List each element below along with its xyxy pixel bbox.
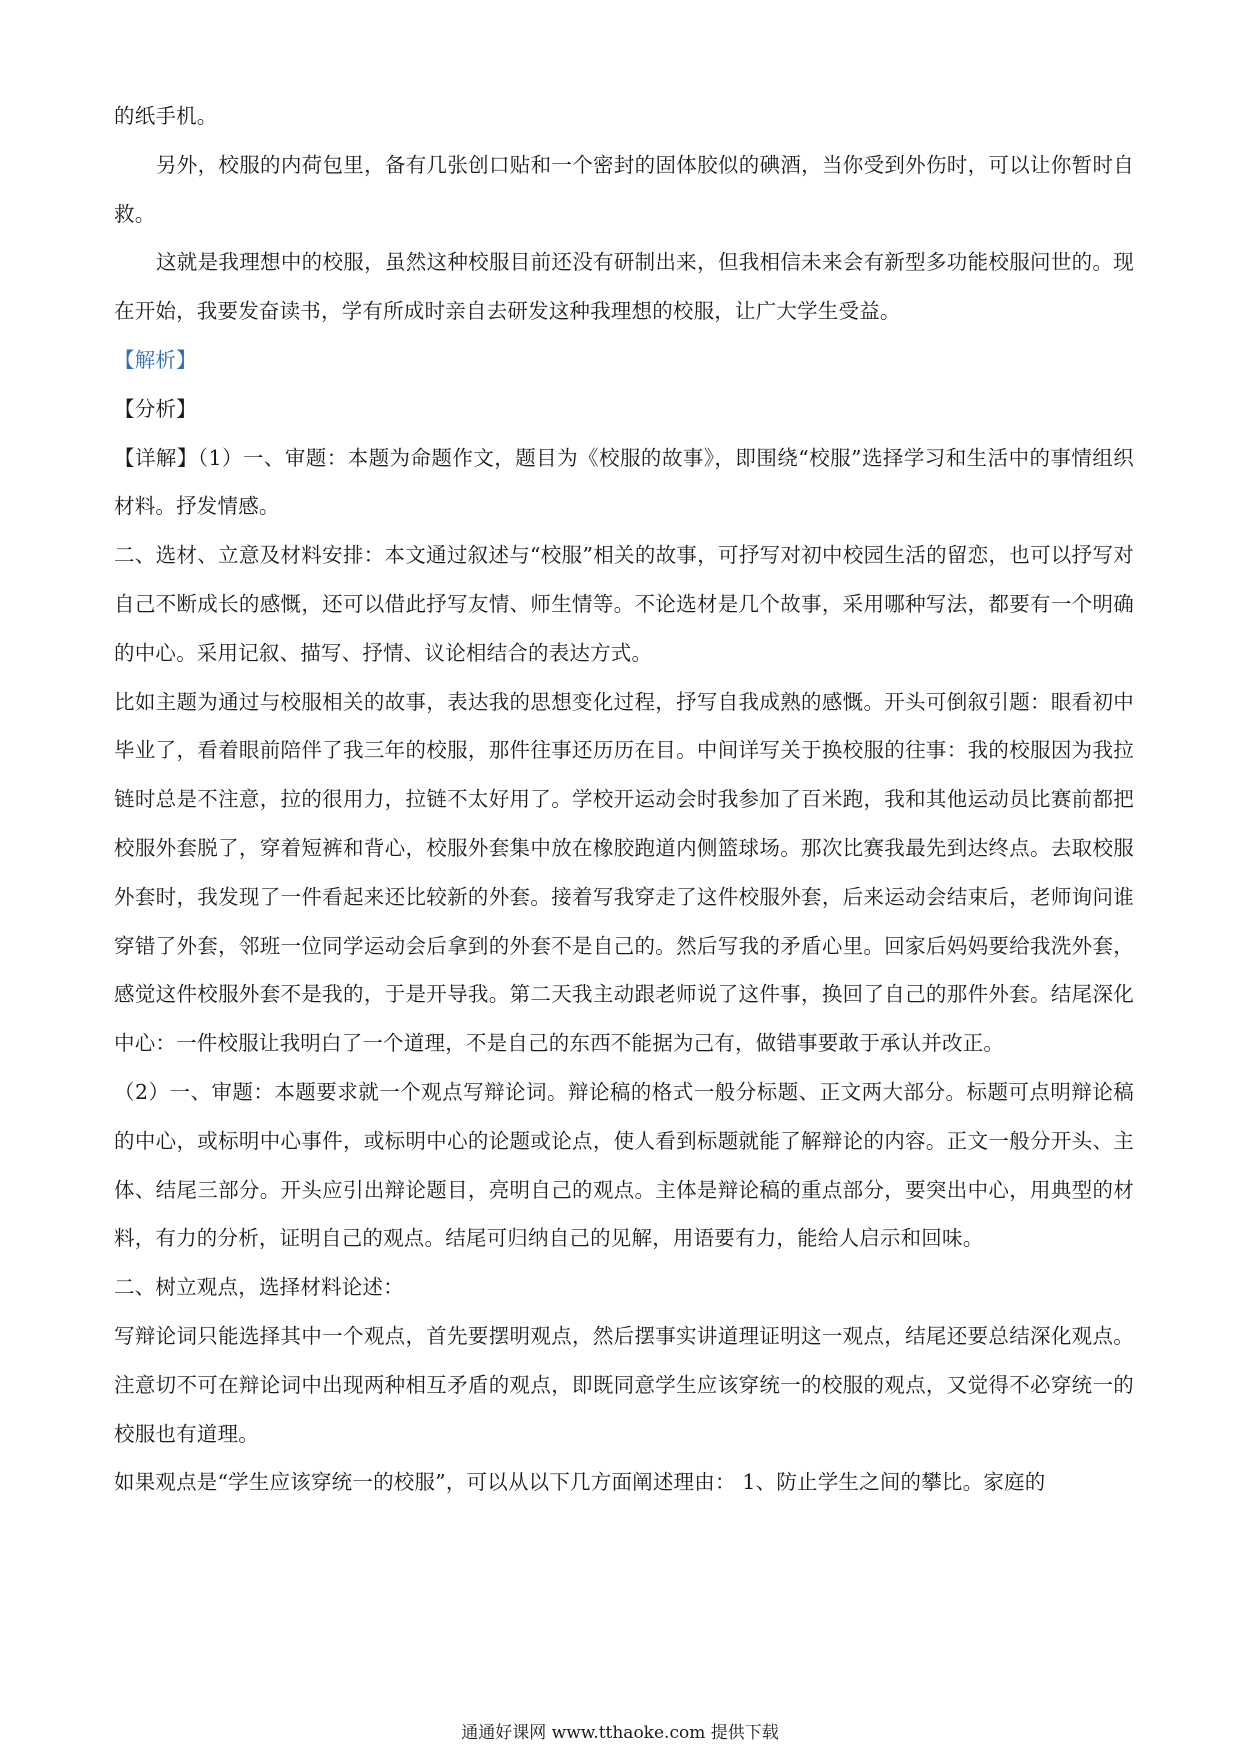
paragraph-continuation: 的纸手机。 [114, 104, 218, 128]
paragraph-viewpoint-heading: 二、树立观点，选择材料论述： [114, 1275, 404, 1300]
paragraph-viewpoint-guidance: 写辩论词只能选择其中一个观点，首先要摆明观点，然后摆事实讲道理证明这一观点，结尾还要总结深化观点。注意切不可在辩论词中出现两种相互矛盾的观点，即既同意学生应该穿统一的校服的观点，又觉得不必穿统一的校服也有道理。 [114, 1323, 1134, 1446]
paragraph-conclusion: 这就是我理想中的校服，虽然这种校服目前还没有研制出来，但我相信未来会有新型多功能校服问世的。现在开始，我要发奋读书，学有所成时亲自去研发这种我理想的校服，让广大学生受益。 [114, 250, 1134, 324]
paragraph-debate-format: （2）一、审题：本题要求就一个观点写辩论词。辩论稿的格式一般分标题、正文两大部分。标题可点明辩论稿的中心，或标明中心事件，或标明中心的论题或论点，使人看到标题就能了解辩论的内容。正文一般分开头、主体、结尾三部分。开头应引出辩论题目，亮明自己的观点。主体是辩论稿的重点部分，要突出中心，用典型的材料，有力的分析，证明自己的观点。结尾可归纳自己的见解，用语要有力，能给人启示和回味。 [114, 1079, 1134, 1251]
page-footer: 通通好课网 www.tthaoke.com 提供下载 [461, 1723, 779, 1743]
paragraph-first-aid: 另外，校服的内荷包里，备有几张创口贴和一个密封的固体胶似的碘酒，当你受到外伤时，可以让你暂时自救。 [114, 152, 1134, 226]
detail-text: （1）一、审题：本题为命题作文，题目为《校服的故事》，即围绕“校服”选择学习和生活中的事情组织材料。抒发情感。 [114, 445, 1134, 519]
paragraph-material-selection: 二、选材、立意及材料安排：本文通过叙述与“校服”相关的故事，可抒写对初中校园生活的留恋，也可以抒写对自己不断成长的感慨，还可以借此抒写友情、师生情等。不论选材是几个故事，采用哪种写法，都要有一个明确的中心。采用记叙、描写、抒情、议论相结合的表达方式。 [114, 543, 1134, 665]
heading-jiexi: 【解析】 [114, 347, 197, 372]
heading-fenxi: 【分析】 [114, 396, 197, 421]
paragraph-example-story: 比如主题为通过与校服相关的故事，表达我的思想变化过程，抒写自我成熟的感慨。开头可倒叙引题：眼看初中毕业了，看着眼前陪伴了我三年的校服，那件往事还历历在目。中间详写关于换校服的往事：我的校服因为我拉链时总是不注意，拉的很用力，拉链不太好用了。学校开运动会时我参加了百米跑，我和其他运动员比赛前都把校服外套脱了，穿着短裤和背心，校服外套集中放在橡胶跑道内侧篮球场。那次比赛我最先到达终点。去取校服外套时，我发现了一件看起来还比较新的外套。接着写我穿走了这件校服外套，后来运动会结束后，老师询问谁穿错了外套，邻班一位同学运动会后拿到的外套不是自己的。然后写我的矛盾心里。回家后妈妈要给我洗外套，感觉这件校服外套不是我的，于是开导我。第二天我主动跟老师说了这件事，换回了自己的那件外套。结尾深化中心：一件校服让我明白了一个道理，不是自己的东西不能据为己有，做错事要敢于承认并改正。 [114, 689, 1134, 1056]
detail-label: 【详解】 [114, 445, 198, 470]
paragraph-uniform-reasons: 如果观点是“学生应该穿统一的校服”，可以从以下几方面阐述理由： 1、防止学生之间的攀比。家庭的 [114, 1470, 1046, 1495]
paragraph-detail [114, 434, 1134, 532]
document-body [114, 92, 1134, 1507]
